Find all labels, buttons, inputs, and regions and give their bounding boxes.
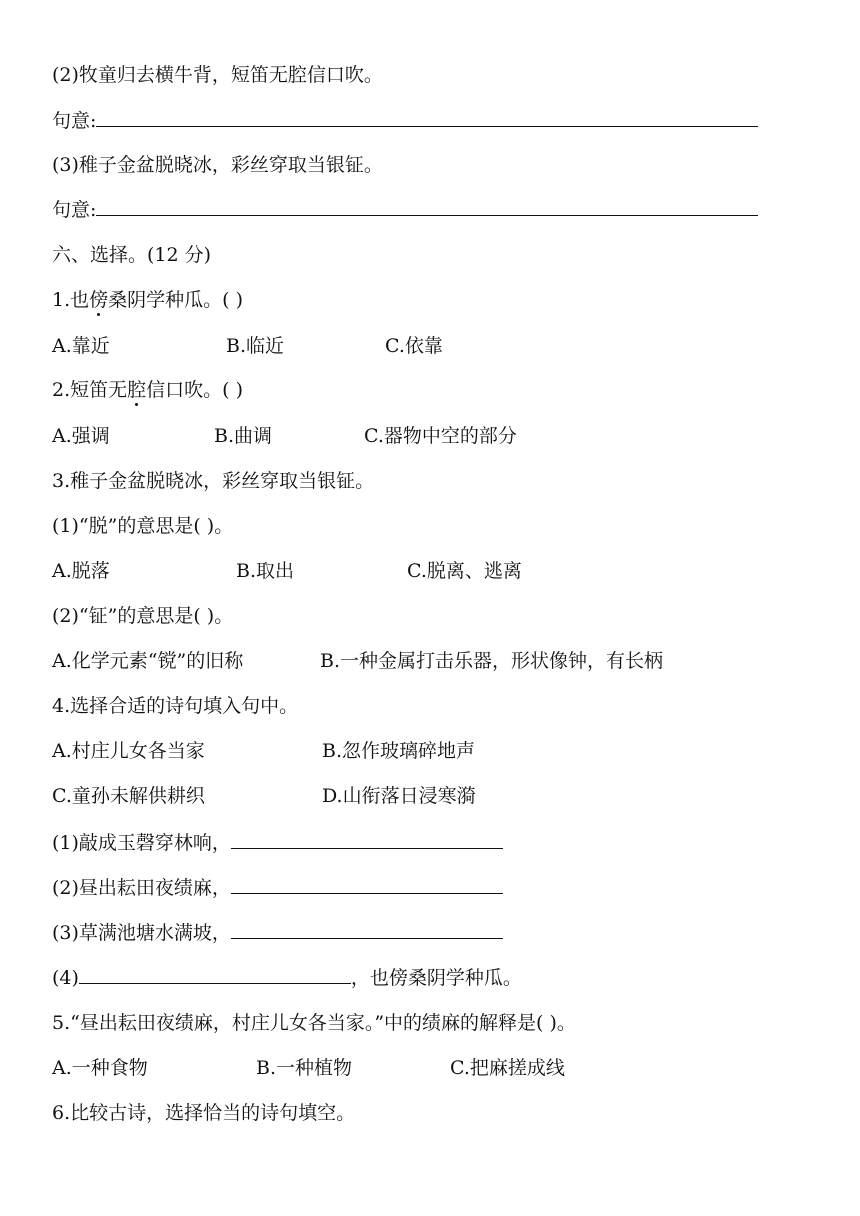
option-b[interactable]: B.取出 xyxy=(236,560,295,582)
fill-1: (1)敲成玉磬穿林响， xyxy=(52,830,503,856)
question-1: 1.也傍桑阴学种瓜。( ) xyxy=(52,289,244,311)
fill-4: (4) ，也傍桑阴学种瓜。 xyxy=(52,967,522,989)
option-c[interactable]: C.器物中空的部分 xyxy=(364,425,517,447)
option-a[interactable]: A.一种食物 xyxy=(52,1057,148,1079)
poem-line-2: (2)牧童归去横牛背，短笛无腔信口吹。 xyxy=(52,64,383,86)
question-2: 2.短笛无腔信口吹。( ) xyxy=(52,379,244,401)
option-c[interactable]: C.依靠 xyxy=(385,335,443,357)
question-3-1: (1)“脱”的意思是( )。 xyxy=(52,515,234,537)
poem-line-3: (3)稚子金盆脱晓冰，彩丝穿取当银钲。 xyxy=(52,154,383,176)
option-b[interactable]: B.曲调 xyxy=(214,425,273,447)
fill-3: (3)草满池塘水满坡， xyxy=(52,920,503,946)
answer-blank[interactable] xyxy=(231,830,503,849)
meaning-label: 句意: xyxy=(52,110,97,132)
option-a[interactable]: A.脱落 xyxy=(52,560,110,582)
option-c[interactable]: C.童孙未解供耕织 xyxy=(52,785,205,807)
question-5: 5.“昼出耘田夜绩麻，村庄儿女各当家。”中的绩麻的解释是( )。 xyxy=(52,1012,576,1034)
fill-2: (2)昼出耘田夜绩麻， xyxy=(52,875,503,901)
option-a[interactable]: A.化学元素“镋”的旧称 xyxy=(52,650,244,672)
question-3: 3.稚子金盆脱晓冰，彩丝穿取当银钲。 xyxy=(52,470,375,492)
option-b[interactable]: B.一种植物 xyxy=(256,1057,353,1079)
meaning-row-2 xyxy=(52,108,758,134)
answer-blank[interactable] xyxy=(96,197,758,216)
meaning-row-3 xyxy=(52,197,758,223)
meaning-label: 句意: xyxy=(52,199,97,221)
emphasis-char: 傍 xyxy=(89,289,109,311)
option-a[interactable]: A.村庄儿女各当家 xyxy=(52,740,205,762)
answer-blank[interactable] xyxy=(96,108,758,127)
emphasis-char: 腔 xyxy=(127,379,147,401)
option-c[interactable]: C.把麻搓成线 xyxy=(450,1057,565,1079)
option-a[interactable]: A.靠近 xyxy=(52,335,110,357)
option-b[interactable]: B.一种金属打击乐器，形状像钟，有长柄 xyxy=(320,650,664,672)
option-b[interactable]: B.忽作玻璃碎地声 xyxy=(322,740,476,762)
answer-blank[interactable] xyxy=(231,920,503,939)
question-4: 4.选择合适的诗句填入句中。 xyxy=(52,695,299,717)
answer-blank[interactable] xyxy=(79,965,351,984)
answer-blank[interactable] xyxy=(231,875,503,894)
option-a[interactable]: A.强调 xyxy=(52,425,110,447)
question-3-2: (2)“钲”的意思是( )。 xyxy=(52,605,234,627)
option-d[interactable]: D.山衔落日浸寒漪 xyxy=(322,785,476,807)
option-b[interactable]: B.临近 xyxy=(226,335,285,357)
option-c[interactable]: C.脱离、逃离 xyxy=(407,560,522,582)
question-6: 6.比较古诗，选择恰当的诗句填空。 xyxy=(52,1102,356,1124)
section-heading: 六、选择。(12 分) xyxy=(52,244,212,266)
